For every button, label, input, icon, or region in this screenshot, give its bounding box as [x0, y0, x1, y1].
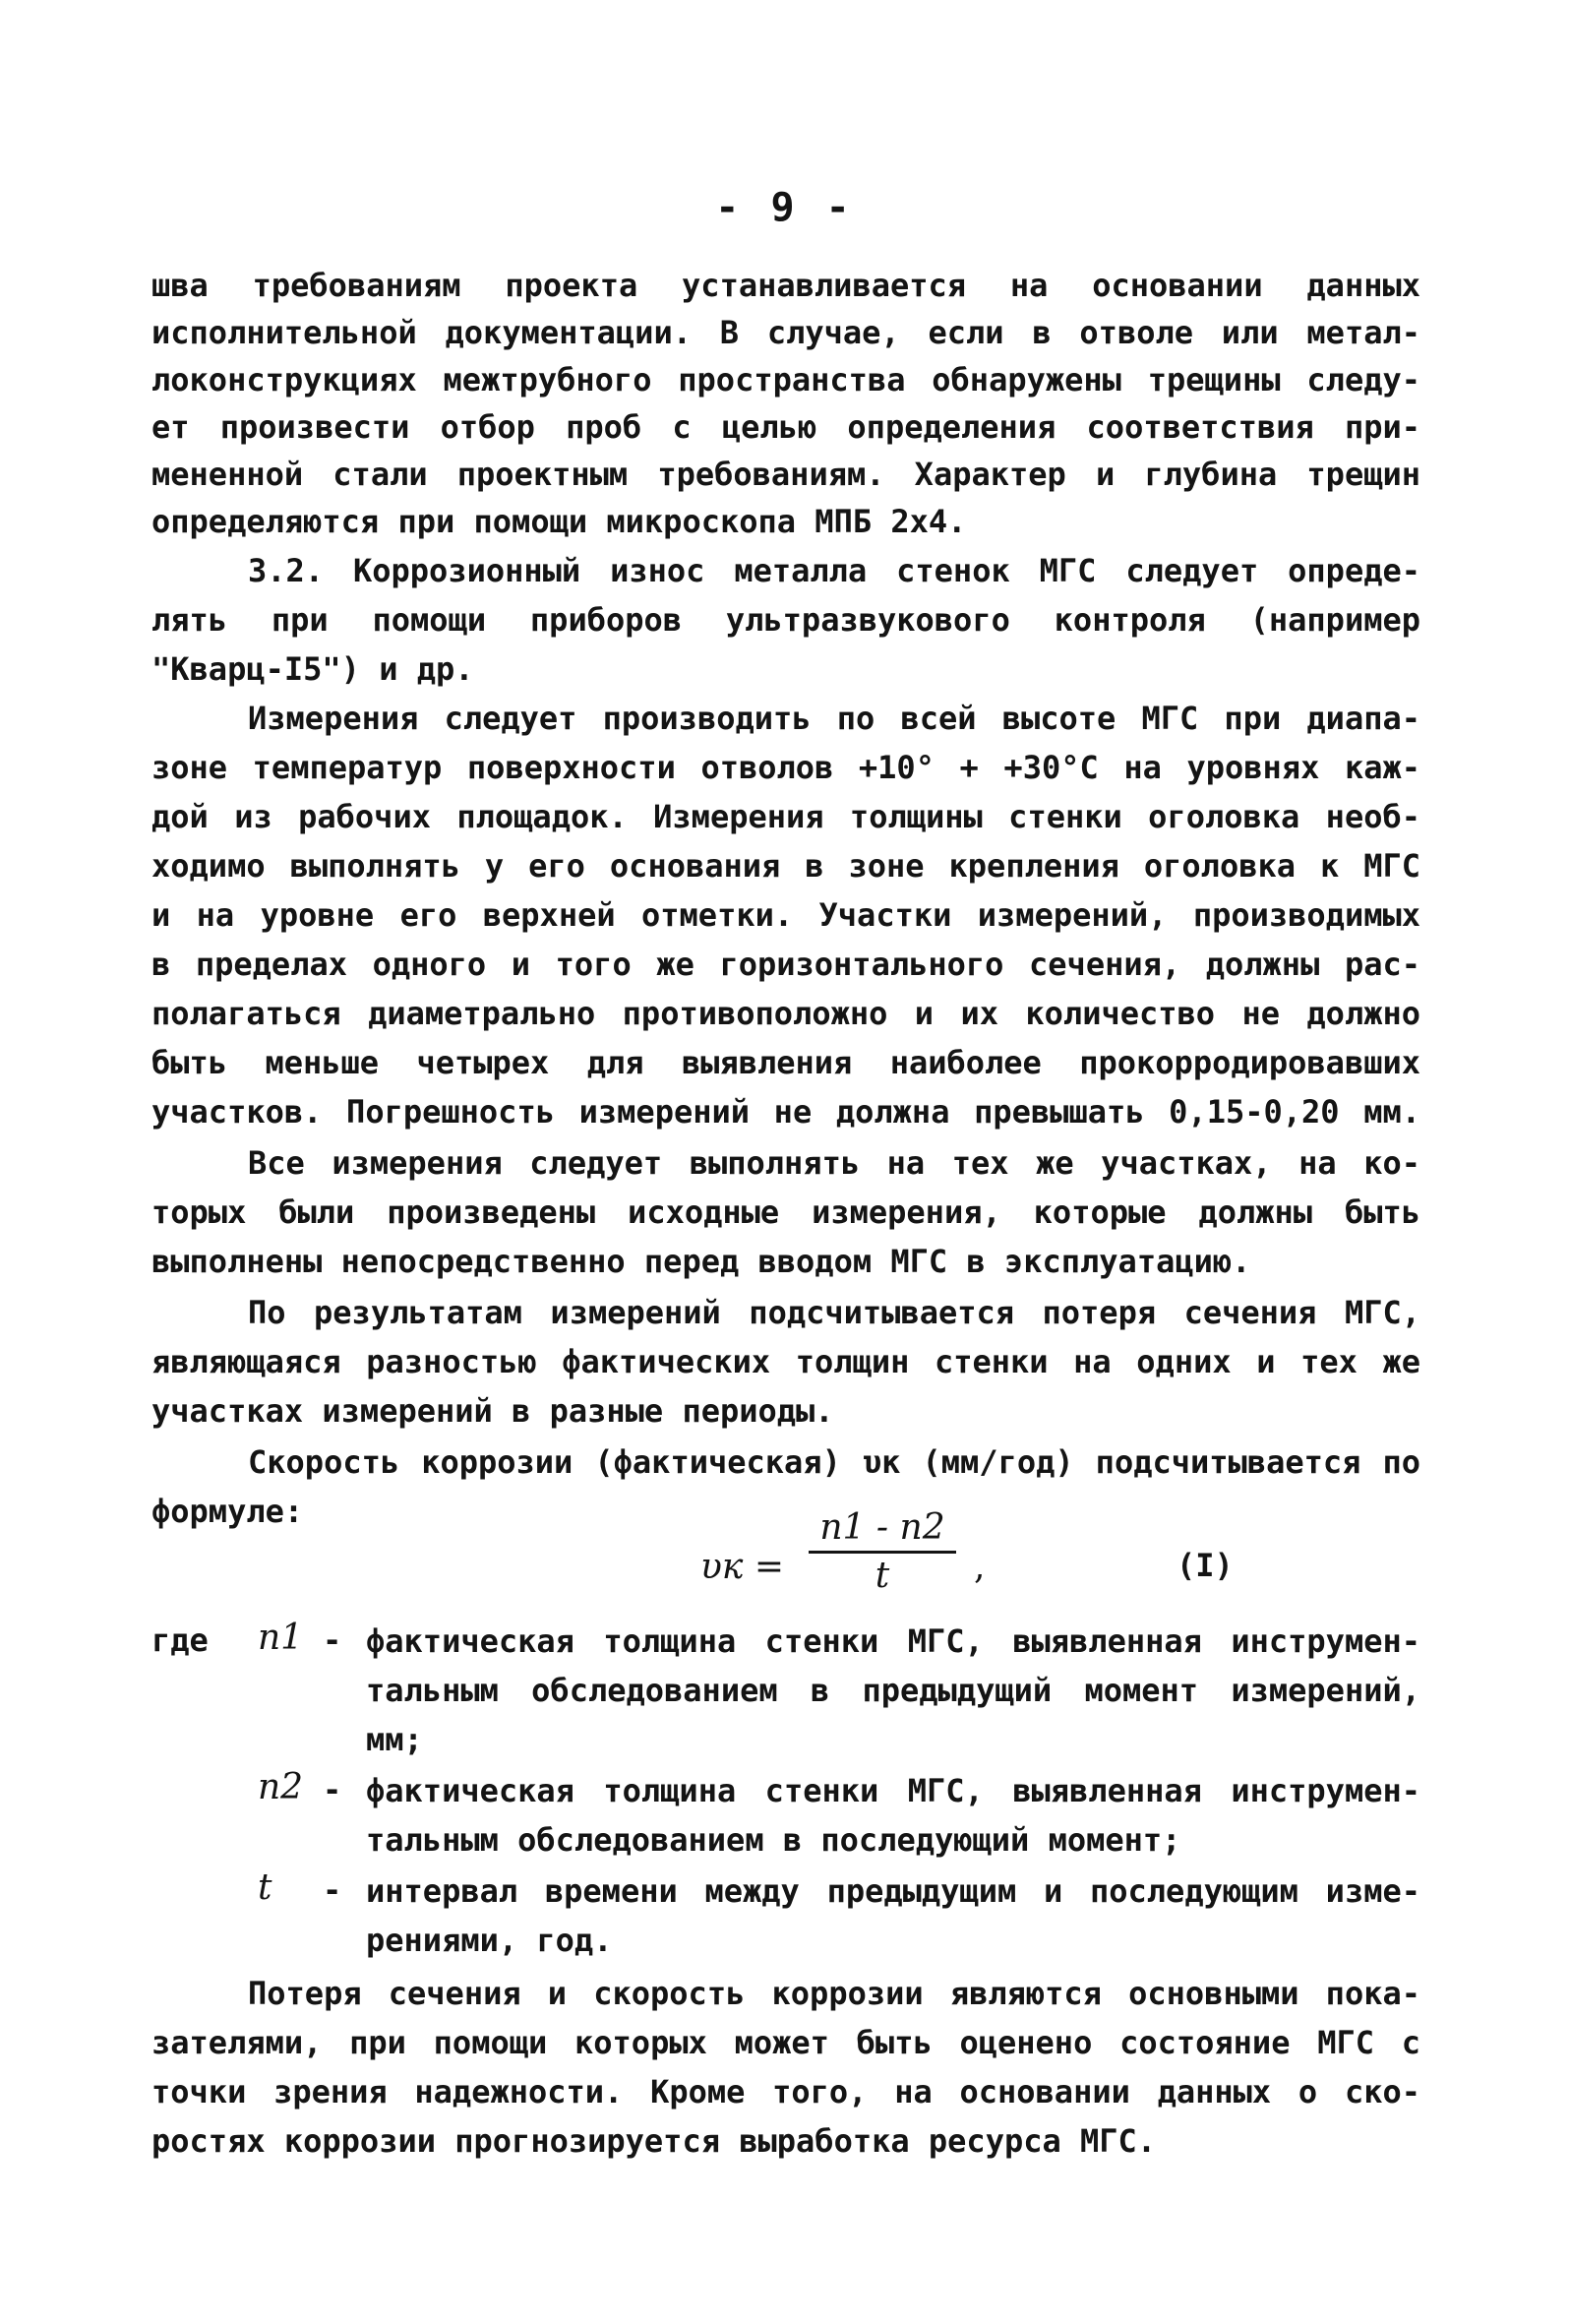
text-line: выполнены непосредственно перед вводом МГС в эксплуатацию.	[151, 1243, 1251, 1280]
text-line: быть меньше четырех для выявления наиболее прокорродировавших	[151, 1044, 1420, 1081]
text-line: локонструкциях межтрубного пространства обнаружены трещины следу-	[151, 361, 1420, 398]
formula-denominator: t	[875, 1556, 890, 1596]
definition-line: интервал времени между предыдущим и последующим изме-	[366, 1872, 1420, 1910]
text-line: являющаяся разностью фактических толщин стенки на одних и тех же	[151, 1343, 1420, 1380]
definition-line: фактическая толщина стенки МГС, выявленная инструмен-	[366, 1772, 1420, 1809]
text-line: формуле:	[151, 1493, 304, 1530]
definition-line: фактическая толщина стенки МГС, выявленная инструмен-	[366, 1622, 1420, 1660]
text-line: Потеря сечения и скорость коррозии являются основными пока-	[248, 1975, 1420, 2012]
text-line: точки зрения надежности. Кроме того, на основании данных о ско-	[151, 2073, 1420, 2110]
definition-line: тальным обследованием в предыдущий момент измерений,	[366, 1672, 1420, 1709]
text-line: мененной стали проектным требованиям. Характер и глубина трещин	[151, 456, 1420, 493]
text-line: 3.2. Коррозионный износ металла стенок МГС следует опреде-	[248, 552, 1420, 589]
definition-dash: -	[323, 1621, 342, 1659]
text-line: Все измерения следует выполнять на тех же участках, на ко-	[248, 1144, 1420, 1182]
definition-dash: -	[323, 1871, 342, 1909]
text-line: По результатам измерений подсчитывается потеря сечения МГС,	[248, 1294, 1420, 1331]
page-number: - 9 -	[715, 185, 854, 230]
text-line: Измерения следует производить по всей высоте МГС при диапа-	[248, 700, 1420, 737]
text-line: ет произвести отбор проб с целью определения соответствия при-	[151, 408, 1420, 446]
text-line: лять при помощи приборов ультразвукового контроля (например	[151, 601, 1420, 639]
text-line: и на уровне его верхней отметки. Участки измерений, производимых	[151, 896, 1420, 934]
definition-line: тальным обследованием в последующий момент;	[366, 1821, 1181, 1859]
formula-numerator: n1 - n2	[809, 1507, 956, 1554]
equation-number: (I)	[1177, 1547, 1234, 1584]
text-line: ходимо выполнять у его основания в зоне крепления оголовка к МГС	[151, 847, 1420, 885]
text-line: участках измерений в разные периоды.	[151, 1392, 834, 1430]
text-line: торых были произведены исходные измерения, которые должны быть	[151, 1193, 1420, 1231]
text-line: зоне температур поверхности отволов +10° + +30°С на уровнях каж-	[151, 749, 1420, 786]
symbol-n1: n1	[258, 1618, 304, 1658]
text-line: ростях коррозии прогнозируется выработка ресурса МГС.	[151, 2122, 1157, 2160]
formula-lhs: υк =	[700, 1547, 784, 1587]
symbol-t: t	[258, 1867, 272, 1908]
formula-comma: ,	[974, 1547, 986, 1587]
text-line: исполнительной документации. В случае, если в отволе или метал-	[151, 314, 1420, 351]
definition-line: рениями, год.	[366, 1922, 613, 1959]
definition-line: мм;	[366, 1721, 423, 1758]
text-line: шва требованиям проекта устанавливается на основании данных	[151, 267, 1420, 304]
where-label: где	[151, 1621, 209, 1659]
definition-dash: -	[323, 1771, 342, 1808]
text-line: зателями, при помощи которых может быть оценено состояние МГС с	[151, 2024, 1420, 2061]
text-line: полагаться диаметрально противоположно и их количество не должно	[151, 995, 1420, 1032]
symbol-n2: n2	[258, 1767, 304, 1807]
text-line: участков. Погрешность измерений не должна превышать 0,15-0,20 мм.	[151, 1093, 1420, 1131]
formula-fraction	[809, 1507, 956, 1596]
text-line: определяются при помощи микроскопа МПБ 2х4.	[151, 503, 967, 540]
text-line: дой из рабочих площадок. Измерения толщины стенки оголовка необ-	[151, 798, 1420, 835]
text-line: в пределах одного и того же горизонтального сечения, должны рас-	[151, 946, 1420, 983]
text-line: "Кварц-І5") и др.	[151, 650, 474, 688]
text-line: Скорость коррозии (фактическая) υк (мм/год) подсчитывается по	[248, 1443, 1420, 1481]
